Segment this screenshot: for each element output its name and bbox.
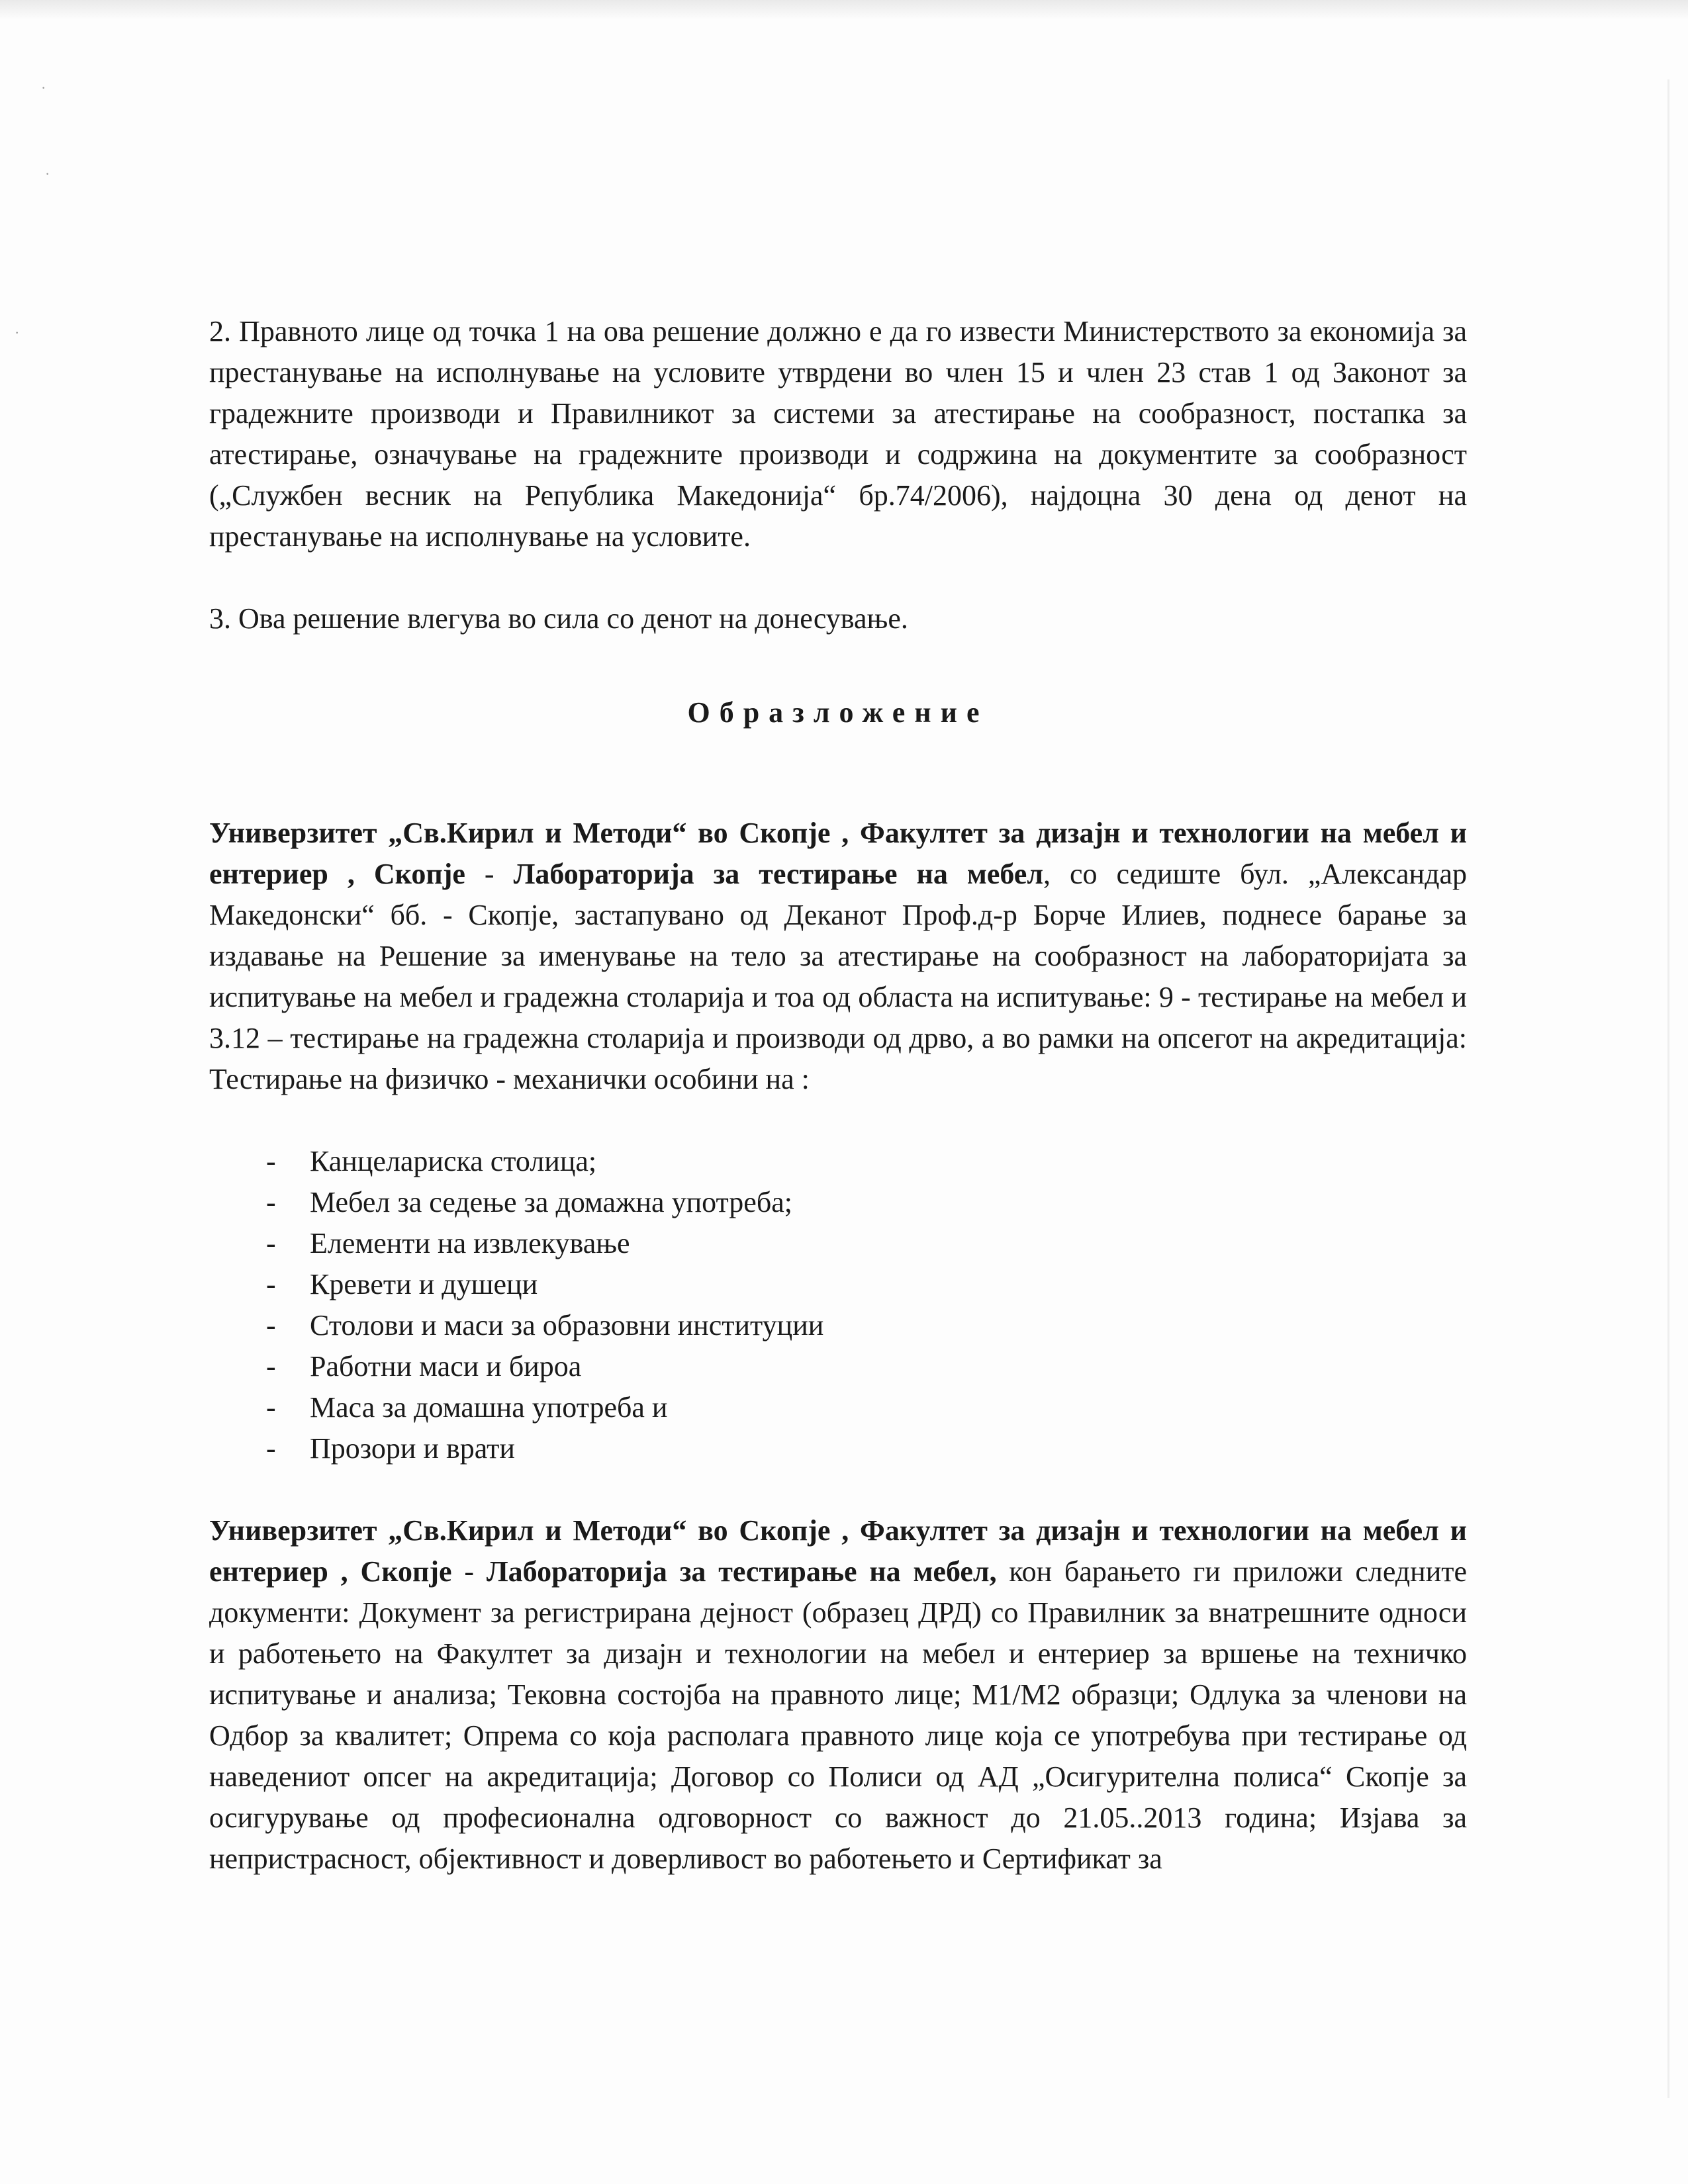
list-item: - Прозори и врати: [266, 1428, 1467, 1469]
list-item: - Елементи на извлекување: [266, 1223, 1467, 1264]
scan-speck: ·: [45, 165, 50, 182]
institution-name: Универзитет „Св.Кирил и Методи“ во Скопје , Факултет за дизајн и технологии на мебел и ентериер , Скопје: [209, 817, 1467, 890]
institution-name: Универзитет „Св.Кирил и Методи“ во Скопје , Факултет за дизајн и технологии на мебел и ентериер , Скопје: [209, 1514, 1467, 1588]
separator: -: [451, 1555, 487, 1588]
tested-items-list: [209, 1141, 1467, 1469]
list-item: - Работни маси и бироа: [266, 1346, 1467, 1387]
spacer: [209, 1469, 1467, 1510]
section-heading: Образложение: [687, 696, 989, 729]
document-body: [209, 311, 1467, 1880]
point-3-paragraph: 3. Ова решение влегува во сила со денот на донесување.: [209, 602, 908, 635]
spacer: [209, 786, 1467, 813]
laboratory-name: Лабораторија за тестирање на мебел,: [486, 1555, 997, 1588]
list-item: - Маса за домашна употреба и: [266, 1387, 1467, 1428]
list-item: - Мебел за седење за домажна употреба;: [266, 1182, 1467, 1223]
separator: -: [465, 858, 514, 890]
dash-bullet: -: [266, 1186, 276, 1218]
dash-bullet: -: [266, 1432, 276, 1465]
scan-speck: ·: [15, 324, 20, 341]
dash-bullet: -: [266, 1350, 276, 1383]
spacer: [209, 1100, 1467, 1141]
explanation-paragraph-2: [209, 1510, 1467, 1880]
list-item: - Кревети и душеци: [266, 1264, 1467, 1305]
dash-bullet: -: [266, 1227, 276, 1259]
paragraph-text: , со седиште бул. „Александар Македонски“ бб. - Скопје, застапувано од Деканот Проф.д-р Борче Илиев, поднесе барање за издавање на Решение за именување на тело за атестирање на сообразност на лабораторијата за испитување на мебел и градежна столарија и тоа од областа на испитување: 9 - тестирање на мебел и 3.12 – тестирање на градежна столарија и производи од дрво, а во рамки на опсегот на акредитација: Тестирање на физичко - механички особини на :: [209, 858, 1468, 1095]
scan-right-edge: [1667, 79, 1669, 2098]
dash-bullet: -: [266, 1309, 276, 1342]
scan-top-edge: [0, 0, 1688, 20]
list-item: - Канцелариска столица;: [266, 1141, 1467, 1182]
list-item: - Столови и маси за образовни институции: [266, 1305, 1467, 1346]
spacer: [209, 639, 1467, 692]
laboratory-name: Лабораторија за тестирање на мебел: [513, 858, 1044, 890]
paragraph-text: кон барањето ги приложи следните документи: Документ за регистрирана дејност (образец ДРД) со Правилник за внатрешните односи и работењето на Факултет за дизајн и технологии на мебел и ентериер за вршење на техничко испитување и анализа; Тековна состојба на правното лице; М1/М2 образци; Одлука за членови на Одбор за квалитет; Опрема со која располага правното лице која се употребува при тестирање од наведениот опсег на акредитација; Договор со Полиси од АД „Осигурителна полиса“ Скопје за осигурување од професионална одговорност со важност до 21.05..2013 година; Изјава за непристрасност, објективност и доверливост во работењето и Сертификат за: [209, 1555, 1468, 1875]
dash-bullet: -: [266, 1391, 276, 1424]
spacer: [209, 557, 1467, 598]
spacer: [209, 733, 1467, 786]
explanation-paragraph-1: [209, 813, 1467, 1100]
scan-speck: ·: [41, 79, 46, 96]
point-2-paragraph: 2. Правното лице од точка 1 на ова решение должно е да го извести Министерството за економија за престанување на исполнување на условите утврдени во член 15 и член 23 став 1 од Законот за градежните производи и Правилникот за системи за атестирање на сообразност, постапка за атестирање, означување на градежните производи и содржина на документите за сообразност („Службен весник на Република Македонија“ бр.74/2006), најдоцна 30 дена од денот на престанување на исполнување на условите.: [209, 315, 1467, 553]
dash-bullet: -: [266, 1145, 276, 1177]
dash-bullet: -: [266, 1268, 276, 1300]
